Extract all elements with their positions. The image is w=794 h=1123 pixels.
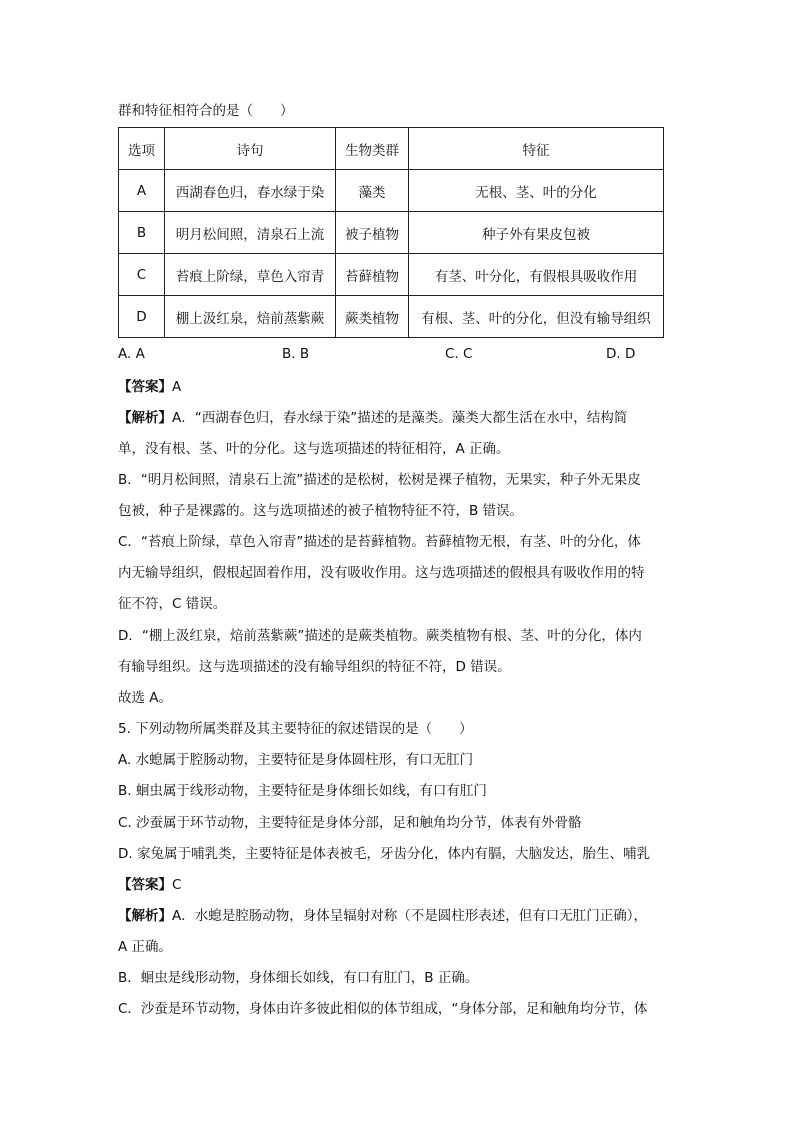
q4-analysis-line [118, 408, 627, 428]
analysis-text: A．“西湖春色归，春水绿于染”描述的是藻类。藻类大都生活在水中，结构简 [172, 410, 628, 426]
table-cell: C [119, 254, 165, 296]
answer-label: 【答案】 [118, 379, 172, 395]
table-row [119, 296, 664, 338]
q4-analysis-line: 内无输导组织，假根起固着作用，没有吸收作用。这与选项描述的假根具有吸收作用的特 [118, 565, 645, 581]
table-cell: 棚上汲红泉，焙前蒸紫蕨 [165, 296, 336, 338]
table-header-row [119, 128, 664, 170]
option-b: B. B [282, 346, 310, 362]
q5-choice-b: B. 蛔虫属于线形动物，主要特征是身体细长如线，有口有肛门 [118, 783, 487, 799]
answer-label: 【答案】 [118, 877, 172, 893]
option-a: A. A [118, 346, 145, 362]
table-row [119, 212, 664, 254]
q4-analysis-line: C．“苔痕上阶绿，草色入帘青”描述的是苔藓植物。苔藓植物无根，有茎、叶的分化，体 [118, 534, 641, 550]
table-cell: 种子外有果皮包被 [409, 212, 664, 254]
q5-answer [118, 875, 181, 895]
q4-analysis-line: 包被，种子是裸露的。这与选项描述的被子植物特征不符，B 错误。 [118, 503, 524, 519]
answer-value: A [172, 379, 182, 395]
q5-analysis-line: A 正确。 [118, 939, 173, 955]
analysis-text: A．水螅是腔肠动物，身体呈辐射对称（不是圆柱形表述，但有口无肛门正确）， [172, 908, 647, 924]
table-header-cell: 生物类群 [336, 128, 409, 170]
q5-choice-a: A. 水螅属于腔肠动物，主要特征是身体圆柱形，有口无肛门 [118, 752, 474, 768]
table-header-cell: 选项 [119, 128, 165, 170]
answer-options [118, 346, 678, 366]
table-cell: 蕨类植物 [336, 296, 409, 338]
table-header-cell: 特征 [409, 128, 664, 170]
table-cell: D [119, 296, 165, 338]
q4-conclusion: 故选 A。 [118, 690, 173, 706]
answer-value: C [172, 877, 182, 893]
table-cell: 苔痕上阶绿，草色入帘青 [165, 254, 336, 296]
q4-answer [118, 377, 181, 397]
analysis-label: 【解析】 [118, 410, 172, 426]
table-row [119, 254, 664, 296]
q4-analysis-line: 有输导组织。这与选项描述的没有输导组织的特征不符，D 错误。 [118, 659, 511, 675]
q4-analysis-line: 征不符，C 错误。 [118, 596, 227, 612]
table-cell: 藻类 [336, 170, 409, 212]
q5-analysis-line: C．沙蚕是环节动物，身体由许多彼此相似的体节组成，“身体分部，足和触角均分节，体 [118, 1001, 648, 1017]
table-cell: B [119, 212, 165, 254]
table-cell: A [119, 170, 165, 212]
option-c: C. C [445, 346, 473, 362]
q4-analysis-line: D．“棚上汲红泉，焙前蒸紫蕨”描述的是蕨类植物。蕨类植物有根、茎、叶的分化，体内 [118, 628, 642, 644]
table-row [119, 170, 664, 212]
q5-stem: 5. 下列动物所属类群及其主要特征的叙述错误的是（ ） [118, 721, 473, 737]
question-table [118, 127, 664, 338]
table-header-cell: 诗句 [165, 128, 336, 170]
table-cell: 西湖春色归，春水绿于染 [165, 170, 336, 212]
q5-choice-c: C. 沙蚕属于环节动物，主要特征是身体分部，足和触角均分节，体表有外骨骼 [118, 815, 582, 831]
table-cell: 被子植物 [336, 212, 409, 254]
option-d: D. D [606, 346, 636, 362]
analysis-label: 【解析】 [118, 908, 172, 924]
table-cell: 有茎、叶分化，有假根具吸收作用 [409, 254, 664, 296]
q5-analysis-line: B．蛔虫是线形动物，身体细长如线，有口有肛门，B 正确。 [118, 970, 479, 986]
question-intro: 群和特征相符合的是（ ） [118, 103, 294, 119]
q5-choice-d: D. 家兔属于哺乳类，主要特征是体表被毛，牙齿分化，体内有膈，大脑发达，胎生、哺乳 [118, 846, 650, 862]
table-cell: 苔藓植物 [336, 254, 409, 296]
q5-analysis-line [118, 906, 647, 926]
table-cell: 有根、茎、叶的分化，但没有输导组织 [409, 296, 664, 338]
q4-analysis-line: B．“明月松间照，清泉石上流”描述的是松树，松树是裸子植物，无果实，种子外无果皮 [118, 472, 641, 488]
table-cell: 无根、茎、叶的分化 [409, 170, 664, 212]
table-cell: 明月松间照，清泉石上流 [165, 212, 336, 254]
q4-analysis-line: 单，没有根、茎、叶的分化。这与选项描述的特征相符，A 正确。 [118, 441, 510, 457]
